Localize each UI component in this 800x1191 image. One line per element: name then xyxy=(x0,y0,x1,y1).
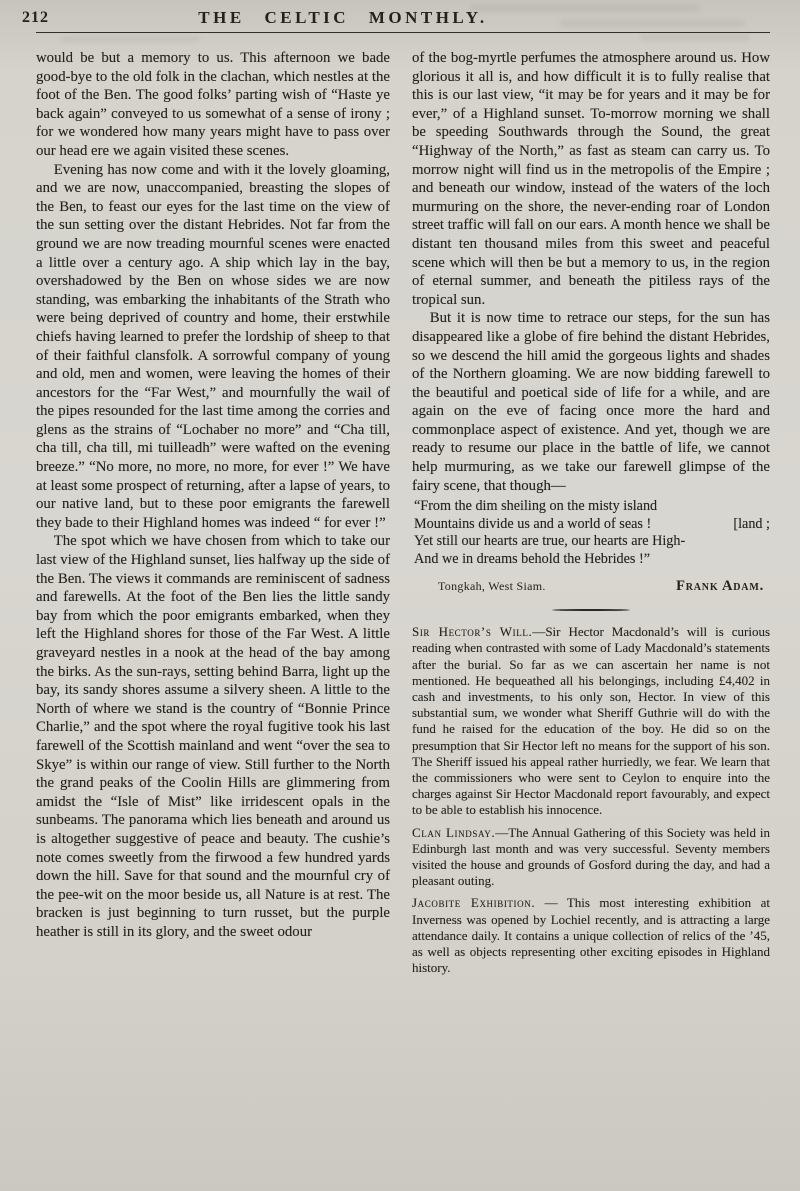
poem-turnover-tag xyxy=(764,498,770,516)
paragraph: would be but a memory to us. This afternoon we bade good-bye to the old folk in the clachan, which nestles at the foot of the Ben. The good folks’ parting wish of “Haste ye back again” conveyed to us somewhat of a sense of irony ; for we wondered how many years might have to pass over our head ere we again visited these scenes. xyxy=(36,50,390,159)
section-divider-rule xyxy=(552,609,630,612)
signature-row xyxy=(438,578,764,595)
page-title: THE CELTIC MONTHLY. xyxy=(198,8,488,27)
note-lead: Clan Lindsay. xyxy=(412,824,496,840)
news-note xyxy=(412,895,770,976)
note-body: — This most interesting exhibition at Inverness was opened by Lochiel recently, and is attracting a large attendance daily. It contains a unique collection of relics of the ’45, as well as objects representing other exciting episodes in Highland history. xyxy=(412,895,770,976)
poem-line-text: “From the dim sheiling on the misty island xyxy=(414,498,658,515)
poem-line xyxy=(414,551,770,569)
paragraph: Evening has now come and with it the lovely gloaming, and we are now, unaccompanied, breasting the slopes of the Ben, to feast our eyes for the last time on the view of the sun setting over the distant Hebrides. Not far from the ground we are now treading mournful scenes were enacted a little over a century ago. A ship which lay in the bay, overshadowed by the Ben on whose sides we are now standing, was embarking the inhabitants of the Strath who were being deprived of country and home, their erstwhile chiefs having learned to prefer the lordship of sheep to that of their faithful clansfolk. A sorrowful company of young and old, men and women, were leaving the homes of their ancestors for the “Far West,” and mournfully the wail of the pipes resounded for the last time among the corries and glens as the strains of “Lochaber no more” and “Cha till, cha till, cha till, mi tuilleadh” were wafted on the evening breeze.” “No more, no more, no more, for ever !” We have at least some prospect of returning, after a lapse of years, to our native land, but to these poor emigrants the farewell they bade to their Highland homes was indeed “ for ever !” xyxy=(36,161,390,531)
poem-line xyxy=(414,516,770,534)
news-note xyxy=(412,825,770,890)
bleed-through-artifact xyxy=(640,34,750,41)
paragraph: The spot which we have chosen from which to take our last view of the Highland sunset, lies halfway up the side of the Ben. The views it commands are reminiscent of sadness and farewells. At the foot of the Ben lies the little sandy bay from which the poor emigrants embarked, when they left the Highland shores for those of the Far West. A little graveyard nestles in a nook at the head of the bay among the birks. As the sun-rays, setting behind Barra, light up the bay, its sandy shores assume a silvery sheen. A little to the North of where we stand is the country of “Bonnie Prince Charlie,” and the spot where the royal fugitive took his last farewell of the Scottish mainland and went “over the sea to Skye” is within our range of view. Still further to the North the grand peaks of the Coolin Hills are glimmering from amidst the “Isle of Mist” like irridescent opals in the sunbeams. The panorama which lies beneath and around us is altogether suggestive of peace and beauty. The cushie’s note comes sweetly from the firwood a few hundred yards down the hill. Save for that sound and the mournful cry of the pee-wit on the moor beside us, all Nature is at rest. The bracken is just beginning to turn russet, but the purple heather is still in its glory, and the sweet odour xyxy=(36,533,390,940)
poem-turnover-tag xyxy=(764,533,770,551)
page-header xyxy=(22,8,770,33)
paragraph: of the bog-myrtle perfumes the atmosphere around us. How glorious it all is, and how difficult it is to fully realise that this is our last view, “it may be for years and it may be for ever,” of a Highland sunset. To-morrow morning we shall be speeding Southwards through the Sound, the great “Highway of the North,” as fast as steam can carry us. To morrow night will find us in the metropolis of the Empire ; and beneath our window, instead of the waters of the loch murmuring on the shore, the never-ending roar of London street traffic will fall on our ears. A month hence we shall be distant ten thousand miles from this sweet and peaceful scene which will then be but a memory to us, in the region of eternal summer, and beneath the pitiless rays of the tropical sun. xyxy=(412,50,770,308)
news-note xyxy=(412,624,770,818)
note-lead: Jacobite Exhibition. xyxy=(412,895,536,911)
dateline: Tongkah, West Siam. xyxy=(438,578,546,593)
poem-line-text: Yet still our hearts are true, our hearts are High- xyxy=(414,533,686,550)
bleed-through-artifact xyxy=(60,36,200,42)
author-name: Frank Adam. xyxy=(676,577,764,594)
poem-line xyxy=(414,533,770,551)
note-body: —Sir Hector Macdonald’s will is curious reading when contrasted with some of Lady Macdonald’s statements after the burial. So far as we can ascertain her name is not mentioned. He bequeathed all his belongings, including £4,402 in cash and investments, to his only son, Hector. In view of this substantial sum, we wonder what Sheriff Guthrie will do with the fund he raised for the education of the boy. He did so on the presumption that Sir Hector left no means for the support of his son. The Sheriff issued his appeal rather hurriedly, we fear. We learn that the commissioners who were sent to Ceylon to enquire into the charges against Sir Hector Macdonald report favourably, and expect to be able to establish his innocence. xyxy=(412,624,771,818)
poem xyxy=(414,498,770,568)
note-body: —The Annual Gathering of this Society was held in Edinburgh last month and was very successful. Seventy members visited the house and grounds of Gosford during the day, and had a pleasant outing. xyxy=(412,824,770,889)
poem-line xyxy=(414,498,770,516)
poem-line-text: Mountains divide us and a world of seas ! xyxy=(414,515,652,532)
paragraph: But it is now time to retrace our steps, for the sun has disappeared like a globe of fire behind the distant Hebrides, so we descend the hill amid the gorgeous lights and shades of the Northern gloaming. We are now bidding farewell to the beautiful and poetical side of life for a while, and are again on the eve of facing once more the hard and commonplace aspect of existence. And yet, though we are ready to resume our place in the battle of life, we cannot help murmuring, as we take our farewell glimpse of the fairy scene, that though— xyxy=(412,310,770,494)
right-column xyxy=(412,49,770,982)
note-lead: Sir Hector’s Will. xyxy=(412,624,533,640)
page-number: 212 xyxy=(22,9,49,26)
article-columns xyxy=(36,49,770,982)
poem-turnover-tag xyxy=(764,551,770,569)
poem-turnover-tag: [land ; xyxy=(733,515,770,532)
poem-line-text: And we in dreams behold the Hebrides !” xyxy=(414,551,650,568)
left-column xyxy=(36,49,390,982)
